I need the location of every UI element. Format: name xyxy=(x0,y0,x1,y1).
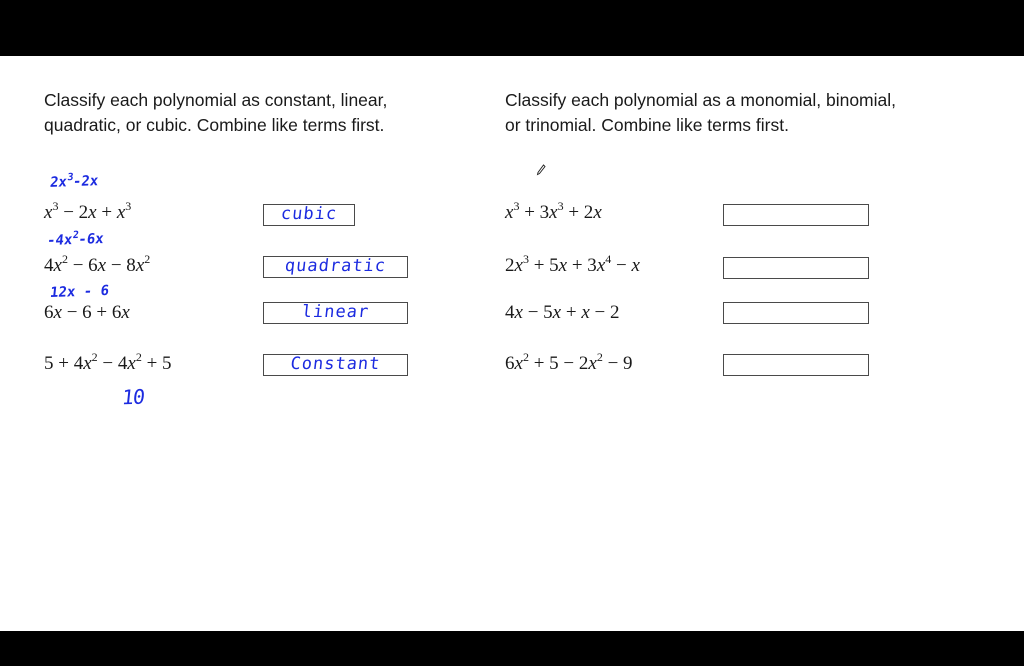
handwritten-note-2: $-4x^2-6x$ xyxy=(46,229,105,250)
left-answer-box-2[interactable] xyxy=(263,256,408,278)
worksheet-page xyxy=(0,56,1024,631)
right-polynomial-2: $2x^3 + 5x + 3x^4 - x$ xyxy=(505,252,640,276)
left-answer-2: quadratic xyxy=(283,256,388,276)
left-instruction-line-2: quadratic, or cubic. Combine like terms first. xyxy=(44,115,385,135)
handwritten-note-3: 12x - 6 xyxy=(49,282,110,302)
right-answer-box-4[interactable] xyxy=(723,354,869,376)
left-answer-box-4[interactable] xyxy=(263,354,408,376)
left-polynomial-1: $x^3 - 2x + x^3$ xyxy=(44,199,132,223)
right-answer-box-2[interactable] xyxy=(723,257,869,279)
left-polynomial-3: 6x − 6 + 6x xyxy=(44,302,130,323)
handwritten-note-1: $2x^3-2x$ xyxy=(49,171,100,191)
left-answer-3: linear xyxy=(300,302,371,322)
left-polynomial-2: $4x^2 - 6x - 8x^2$ xyxy=(44,252,151,276)
right-polynomial-1: $x^3 + 3x^3 + 2x$ xyxy=(505,199,602,223)
right-instruction-line-1: Classify each polynomial as a monomial, binomial, xyxy=(505,90,897,110)
right-answer-box-1[interactable] xyxy=(723,204,869,226)
left-answer-1: cubic xyxy=(279,204,339,224)
handwritten-note-4: 10 xyxy=(120,384,146,410)
pen-cursor-icon xyxy=(536,164,546,176)
right-polynomial-3: 4x − 5x + x − 2 xyxy=(505,302,620,323)
left-polynomial-4: $5 + 4x^2 - 4x^2 + 5$ xyxy=(44,350,172,374)
right-instructions xyxy=(505,88,925,138)
left-instruction-line-1: Classify each polynomial as constant, linear, xyxy=(44,90,388,110)
left-answer-4: Constant xyxy=(289,354,382,374)
right-polynomial-4: $6x^2 + 5 - 2x^2 - 9$ xyxy=(505,350,633,374)
left-answer-box-3[interactable] xyxy=(263,302,408,324)
right-answer-box-3[interactable] xyxy=(723,302,869,324)
left-answer-box-1[interactable] xyxy=(263,204,355,226)
left-instructions xyxy=(44,88,464,138)
right-instruction-line-2: or trinomial. Combine like terms first. xyxy=(505,115,789,135)
